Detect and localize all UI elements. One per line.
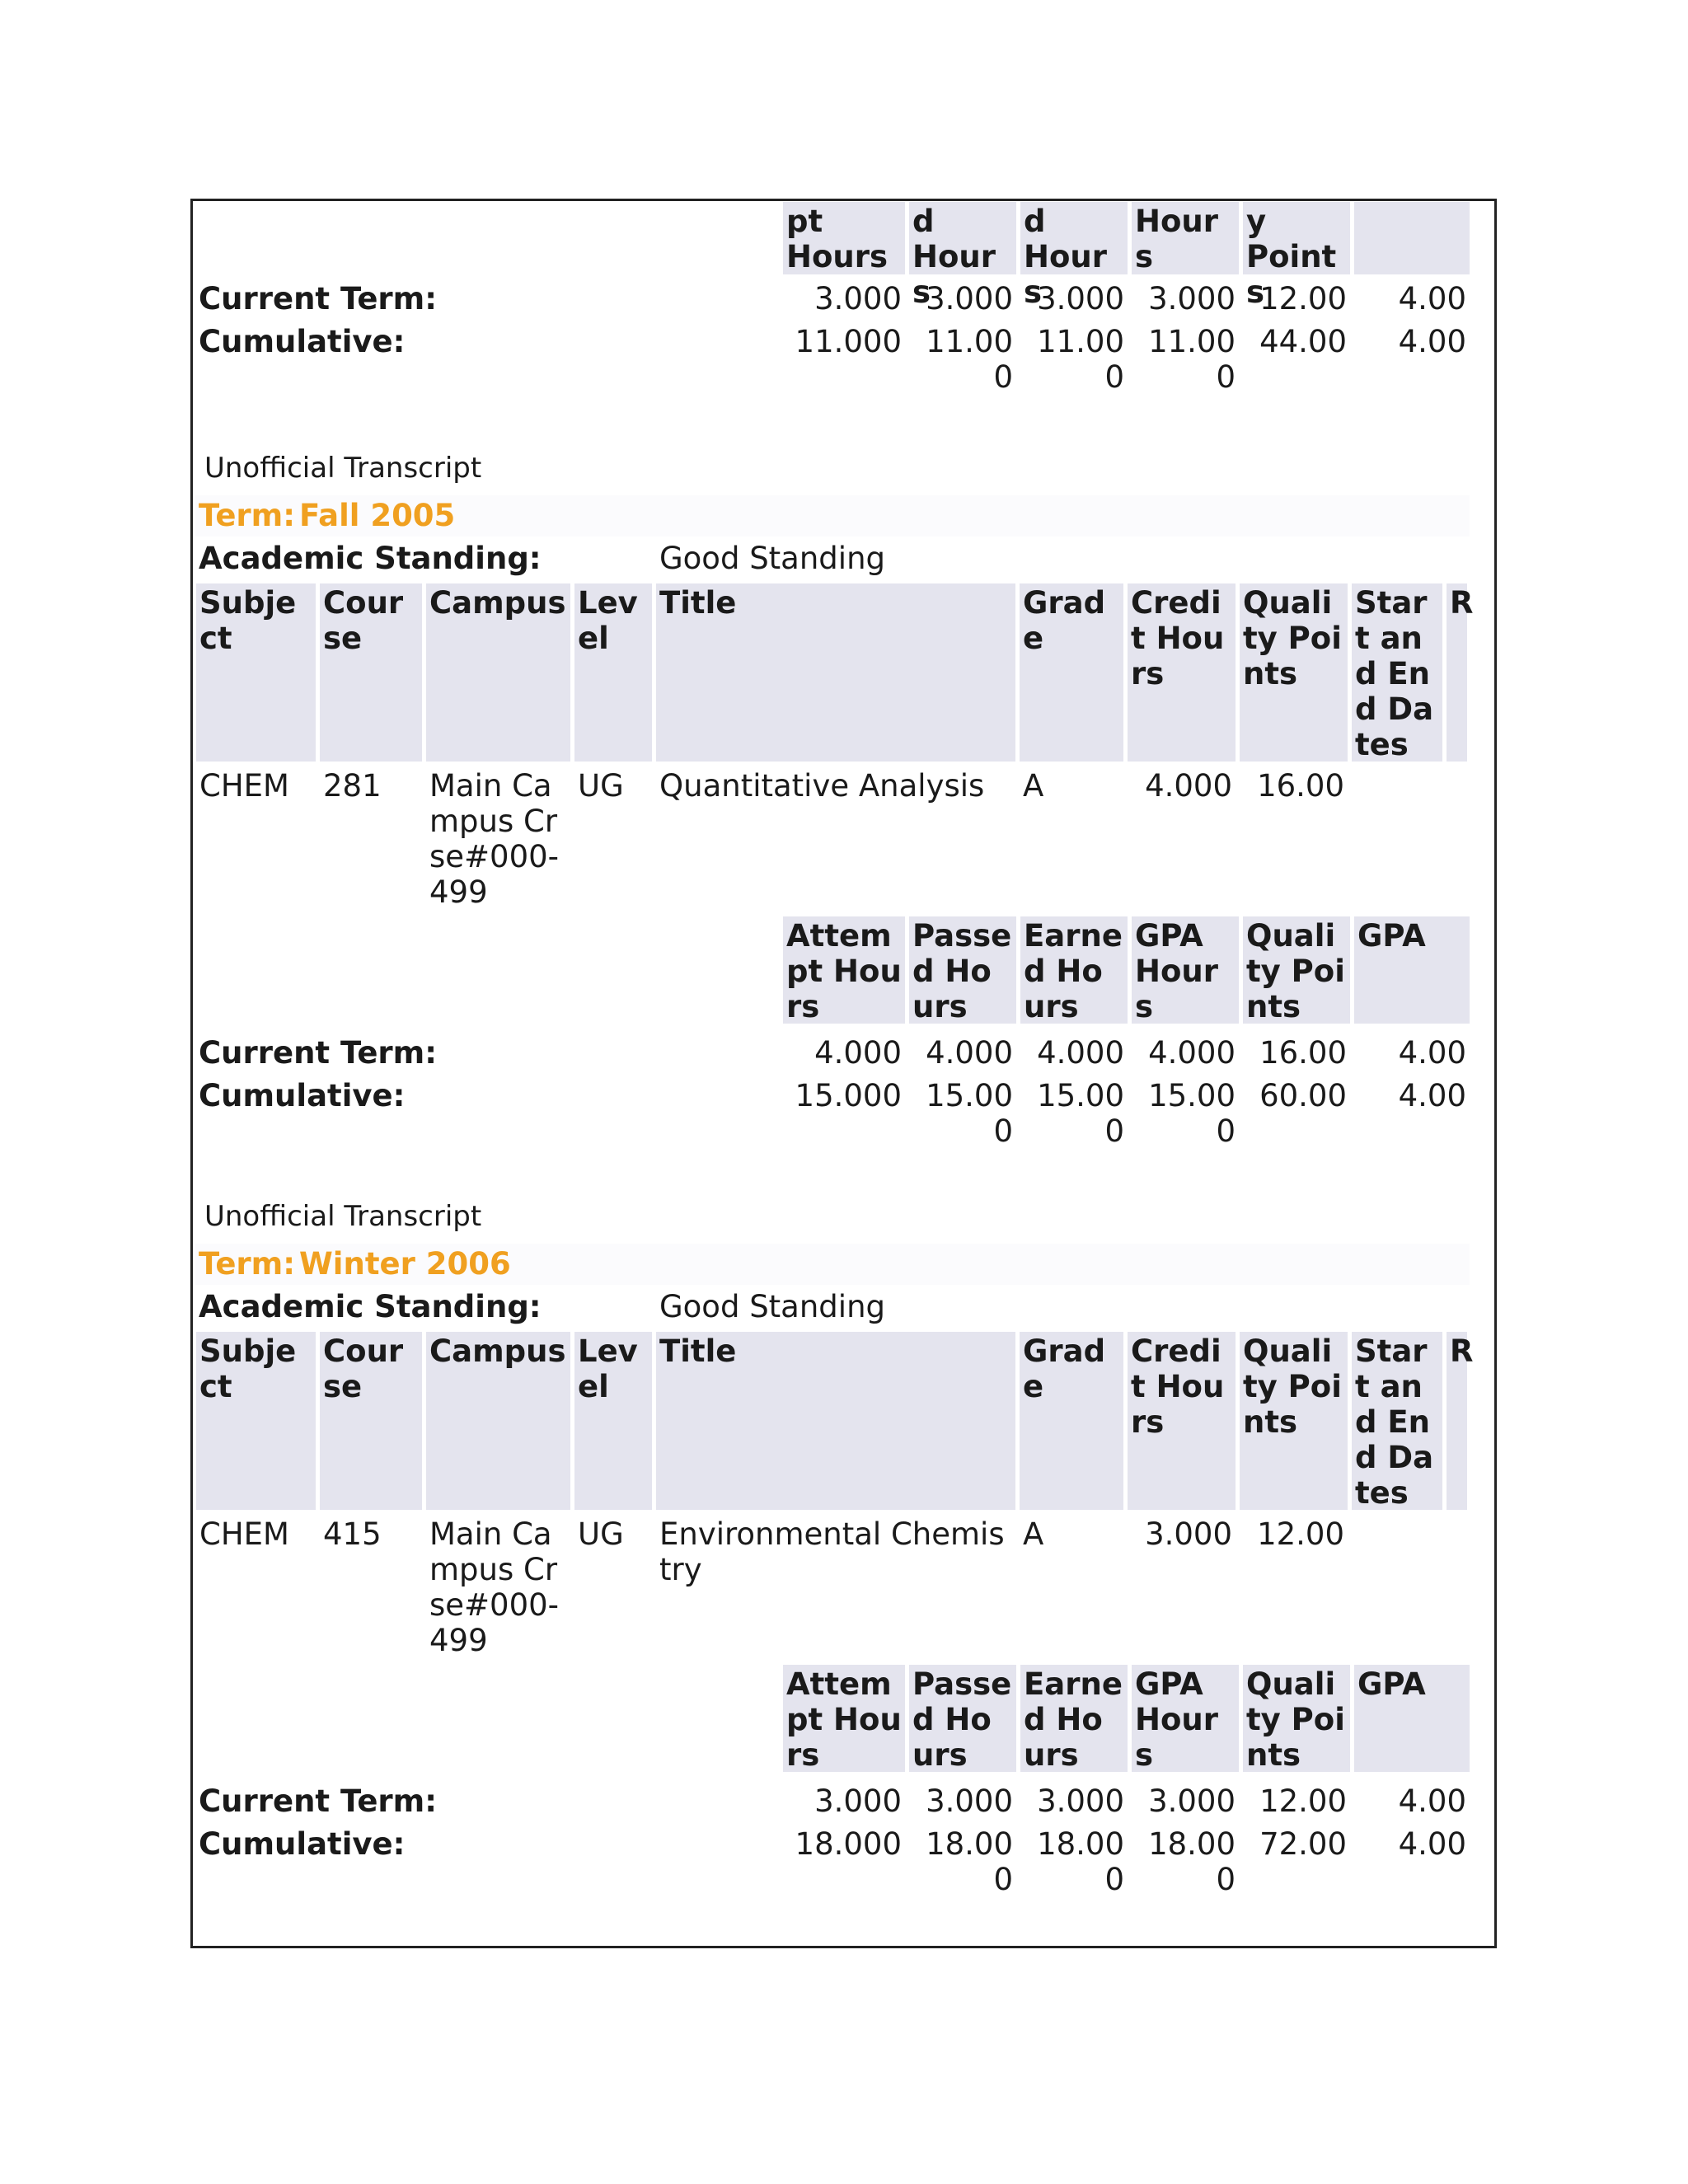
section-caption: Unofficial Transcript [204,1200,482,1233]
quality-points-current: 16.00 [1259,1035,1347,1071]
quality-points-cumulative: 44.00 [1259,324,1347,359]
passed-hours-current: 3.000 [926,1783,1013,1819]
attempt-hours-current: 3.000 [814,1783,902,1819]
course-header: Course [320,583,422,762]
campus-header: Campus [426,583,570,762]
course-r [1447,1515,1467,1663]
passed-hours-current: 4.000 [926,1035,1013,1071]
attempt-hours-cumulative: 11.000 [795,324,902,359]
earned-hours-header: d Hours [1020,202,1128,274]
gpa-hours-header: Hours [1132,202,1239,274]
r-header: R [1447,1332,1467,1510]
course-course: 415 [323,1516,382,1552]
course-credit-hours: 3.000 [1145,1516,1232,1552]
academic-standing-label: Academic Standing: [199,541,542,576]
gpa-header: GPA [1354,916,1470,1024]
attempt-hours-current: 3.000 [814,281,902,316]
term-label: Term: [199,1246,296,1282]
gpa-header: GPA [1354,1665,1470,1772]
gpa-cumulative: 4.00 [1398,1078,1466,1113]
gpa-hours-header: GPA Hours [1132,1665,1239,1772]
quality-points-header: Quality Points [1240,583,1348,762]
course-credit-hours: 4.000 [1145,768,1232,804]
course-title: Quantitative Analysis [659,768,985,804]
quality-points-header: Quality Points [1243,1665,1350,1772]
course-campus: Main Campus Crse#000-499 [429,1516,560,1658]
course-level: UG [578,768,624,804]
gpa-current: 4.00 [1398,281,1466,316]
earned-hours-header: Earned Hours [1020,1665,1128,1772]
earned-hours-header: Earned Hours [1020,916,1128,1024]
quality-points-current: 12.00 [1259,1783,1347,1819]
cumulative-label: Cumulative: [199,1078,406,1113]
quality-points-current: 12.00 [1259,281,1347,316]
course-dates [1352,766,1442,915]
course-dates [1352,1515,1442,1663]
gpa-cumulative: 4.00 [1398,324,1466,359]
section-caption: Unofficial Transcript [204,452,482,485]
earned-hours-current: 3.000 [1037,1783,1124,1819]
passed-hours-current: 3.000 [926,281,1013,316]
course-subject: CHEM [199,768,289,804]
passed-hours-header: d Hours [909,202,1016,274]
course-title: Environmental Chemistry [659,1516,1005,1587]
passed-hours-cumulative: 18.000 [926,1826,1013,1897]
earned-hours-cumulative: 11.000 [1037,324,1124,395]
attempt-hours-current: 4.000 [814,1035,902,1071]
earned-hours-current: 4.000 [1037,1035,1124,1071]
gpa-current: 4.00 [1398,1035,1466,1071]
earned-hours-cumulative: 15.000 [1037,1078,1124,1149]
gpa-hours-current: 3.000 [1148,281,1236,316]
quality-points-header: Quality Points [1243,916,1350,1024]
passed-hours-cumulative: 15.000 [926,1078,1013,1149]
course-quality-points: 16.00 [1257,768,1344,804]
subject-header: Subject [196,1332,316,1510]
attempt-hours-cumulative: 15.000 [795,1078,902,1113]
cumulative-label: Cumulative: [199,1826,406,1862]
quality-points-cumulative: 72.00 [1259,1826,1347,1862]
term-label: Term: [199,498,296,533]
gpa-cumulative: 4.00 [1398,1826,1466,1862]
current-term-label: Current Term: [199,1783,438,1819]
course-quality-points: 12.00 [1257,1516,1344,1552]
dates-header: Start and End Dates [1352,583,1442,762]
title-header: Title [656,583,1015,762]
gpa-hours-current: 3.000 [1148,1783,1236,1819]
attempt-hours-header: Attempt Hours [783,1665,905,1772]
gpa-header [1354,202,1470,274]
course-grade: A [1023,768,1044,804]
campus-header: Campus [426,1332,570,1510]
credit-hours-header: Credit Hours [1128,1332,1236,1510]
term-name: Winter 2006 [299,1246,511,1282]
dates-header: Start and End Dates [1352,1332,1442,1510]
quality-points-header: Quality Points [1240,1332,1348,1510]
gpa-hours-current: 4.000 [1148,1035,1236,1071]
quality-points-header: y Points [1243,202,1350,274]
level-header: Level [574,583,652,762]
r-header: R [1447,583,1467,762]
attempt-hours-cumulative: 18.000 [795,1826,902,1862]
current-term-label: Current Term: [199,281,438,316]
academic-standing-value: Good Standing [659,541,886,576]
course-subject: CHEM [199,1516,289,1552]
quality-points-cumulative: 60.00 [1259,1078,1347,1113]
title-header: Title [656,1332,1015,1510]
level-header: Level [574,1332,652,1510]
gpa-hours-cumulative: 18.000 [1148,1826,1236,1897]
course-course: 281 [323,768,382,804]
credit-hours-header: Credit Hours [1128,583,1236,762]
earned-hours-cumulative: 18.000 [1037,1826,1124,1897]
gpa-hours-cumulative: 15.000 [1148,1078,1236,1149]
course-r [1447,766,1467,915]
course-header: Course [320,1332,422,1510]
grade-header: Grade [1020,1332,1123,1510]
term-name: Fall 2005 [299,498,456,533]
cumulative-label: Cumulative: [199,324,406,359]
earned-hours-current: 3.000 [1037,281,1124,316]
course-campus: Main Campus Crse#000-499 [429,768,560,910]
passed-hours-header: Passed Hours [909,916,1016,1024]
attempt-hours-header: pt Hours [783,202,905,274]
course-grade: A [1023,1516,1044,1552]
academic-standing-value: Good Standing [659,1289,886,1324]
gpa-current: 4.00 [1398,1783,1466,1819]
attempt-hours-header: Attempt Hours [783,916,905,1024]
subject-header: Subject [196,583,316,762]
academic-standing-label: Academic Standing: [199,1289,542,1324]
grade-header: Grade [1020,583,1123,762]
passed-hours-cumulative: 11.000 [926,324,1013,395]
passed-hours-header: Passed Hours [909,1665,1016,1772]
current-term-label: Current Term: [199,1035,438,1071]
gpa-hours-header: GPA Hours [1132,916,1239,1024]
course-level: UG [578,1516,624,1552]
gpa-hours-cumulative: 11.000 [1148,324,1236,395]
